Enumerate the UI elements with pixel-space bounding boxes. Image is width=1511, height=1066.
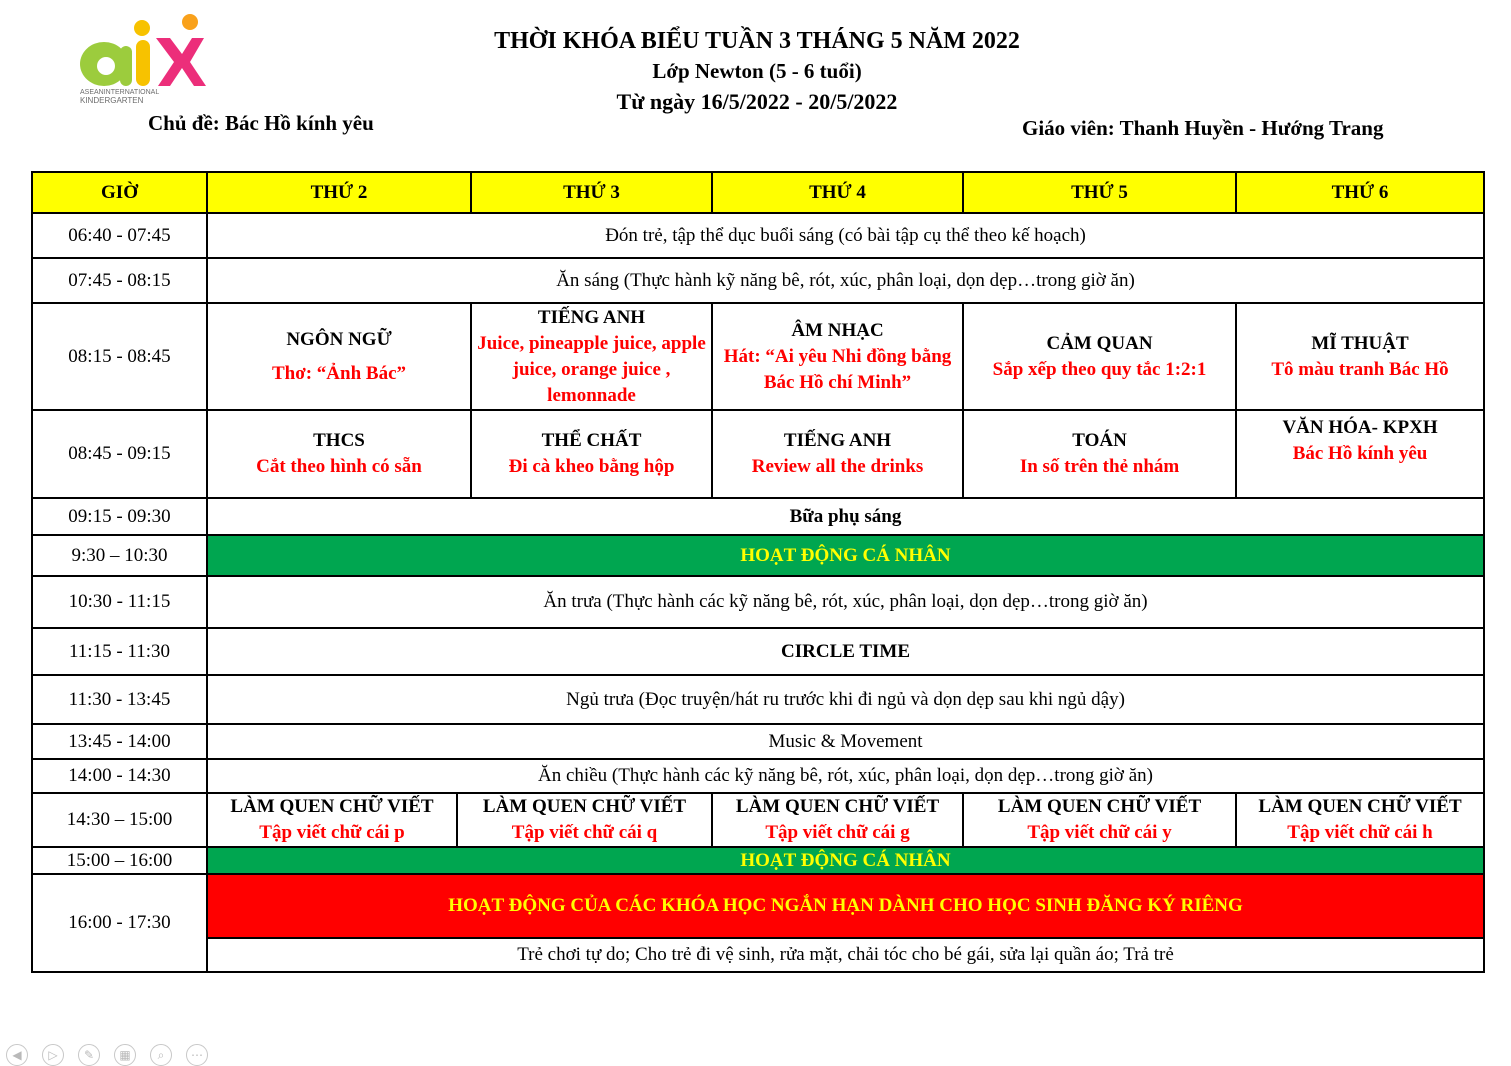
lesson-cell bbox=[207, 303, 471, 410]
lesson-detail: Review all the drinks bbox=[751, 456, 924, 477]
teacher-label: Giáo viên: Thanh Huyền - Hướng Trang bbox=[1022, 116, 1384, 140]
activity-cell: Music & Movement bbox=[207, 724, 1484, 759]
lesson-subject: LÀM QUEN CHỮ VIẾT bbox=[482, 796, 687, 817]
lesson-cell bbox=[471, 303, 712, 410]
activity-cell: Ngủ trưa (Đọc truyện/hát ru trước khi đi ngủ và dọn dẹp sau khi ngủ dậy) bbox=[207, 675, 1484, 724]
lesson-cell bbox=[963, 410, 1236, 498]
time-cell: 11:30 - 13:45 bbox=[32, 675, 207, 724]
logo-graphic bbox=[78, 12, 218, 110]
lesson-detail: Juice, pineapple juice, apple juice, orange juice , lemonnade bbox=[477, 332, 706, 406]
time-cell: 07:45 - 08:15 bbox=[32, 258, 207, 303]
time-cell: 06:40 - 07:45 bbox=[32, 213, 207, 258]
time-cell: 08:45 - 09:15 bbox=[32, 410, 207, 498]
time-cell: 09:15 - 09:30 bbox=[32, 498, 207, 535]
table-row bbox=[32, 675, 1484, 724]
svg-text:ASEANINTERNATIONAL: ASEANINTERNATIONAL bbox=[80, 89, 160, 96]
lesson-subject: NGÔN NGỮ bbox=[286, 328, 392, 350]
lesson-detail: Tập viết chữ cái g bbox=[765, 822, 910, 843]
lesson-subject: MĨ THUẬT bbox=[1311, 332, 1409, 354]
header-day-3: THỨ 3 bbox=[471, 172, 712, 213]
lesson-cell bbox=[471, 410, 712, 498]
lesson-subject: LÀM QUEN CHỮ VIẾT bbox=[735, 796, 940, 817]
header-time: GIỜ bbox=[32, 172, 207, 213]
table-row bbox=[32, 213, 1484, 258]
time-cell: 10:30 - 11:15 bbox=[32, 576, 207, 628]
table-row bbox=[32, 938, 1484, 972]
slideshow-toolbar bbox=[6, 1044, 208, 1064]
lesson-detail: Cắt theo hình có sẵn bbox=[256, 456, 422, 477]
header-day-5: THỨ 5 bbox=[963, 172, 1236, 213]
lesson-subject: LÀM QUEN CHỮ VIẾT bbox=[1258, 796, 1462, 817]
timetable bbox=[31, 171, 1485, 973]
lesson-cell bbox=[712, 410, 963, 498]
back-icon[interactable]: ◀ bbox=[6, 1044, 28, 1066]
table-row bbox=[32, 498, 1484, 535]
theme-label: Chủ đề: Bác Hồ kính yêu bbox=[148, 111, 374, 135]
lesson-detail: Tập viết chữ cái y bbox=[1027, 822, 1172, 843]
activity-cell: HOẠT ĐỘNG CÁ NHÂN bbox=[207, 535, 1484, 576]
class-name: Lớp Newton (5 - 6 tuổi) bbox=[652, 59, 862, 83]
lesson-subject: LÀM QUEN CHỮ VIẾT bbox=[230, 796, 434, 817]
time-cell: 11:15 - 11:30 bbox=[32, 628, 207, 675]
table-row bbox=[32, 303, 1484, 410]
table-row bbox=[32, 576, 1484, 628]
lesson-subject: LÀM QUEN CHỮ VIẾT bbox=[997, 796, 1202, 817]
table-row bbox=[32, 410, 1484, 498]
date-range: Từ ngày 16/5/2022 - 20/5/2022 bbox=[616, 89, 898, 114]
lesson-cell bbox=[712, 303, 963, 410]
school-logo bbox=[78, 12, 218, 110]
page-title: THỜI KHÓA BIỂU TUẦN 3 THÁNG 5 NĂM 2022 bbox=[494, 28, 1020, 54]
activity-cell: Bữa phụ sáng bbox=[207, 498, 1484, 535]
lesson-cell bbox=[457, 793, 712, 847]
slides-icon[interactable]: ▦ bbox=[114, 1044, 136, 1066]
table-row bbox=[32, 628, 1484, 675]
lesson-detail: In số trên thẻ nhám bbox=[1019, 456, 1180, 477]
activity-cell: Đón trẻ, tập thể dục buổi sáng (có bài tập cụ thể theo kế hoạch) bbox=[207, 213, 1484, 258]
activity-cell: HOẠT ĐỘNG CÁ NHÂN bbox=[207, 847, 1484, 874]
lesson-cell bbox=[963, 793, 1236, 847]
table-row bbox=[32, 874, 1484, 938]
table-header-row bbox=[32, 172, 1484, 213]
activity-cell: HOẠT ĐỘNG CỦA CÁC KHÓA HỌC NGẮN HẠN DÀNH CHO HỌC SINH ĐĂNG KÝ RIÊNG bbox=[207, 874, 1484, 938]
time-cell: 13:45 - 14:00 bbox=[32, 724, 207, 759]
lesson-detail: Tập viết chữ cái h bbox=[1287, 822, 1433, 843]
activity-cell: Ăn chiều (Thực hành các kỹ năng bê, rót, xúc, phân loại, dọn dẹp…trong giờ ăn) bbox=[207, 759, 1484, 793]
lesson-cell bbox=[1236, 410, 1484, 498]
header-day-4: THỨ 4 bbox=[712, 172, 963, 213]
lesson-cell bbox=[1236, 793, 1484, 847]
lesson-subject: TOÁN bbox=[1072, 430, 1127, 451]
lesson-detail: Tập viết chữ cái q bbox=[511, 822, 658, 843]
lesson-detail: Hát: “Ai yêu Nhi đồng bằng Bác Hồ chí Minh” bbox=[723, 345, 952, 393]
lesson-detail: Sắp xếp theo quy tắc 1:2:1 bbox=[992, 358, 1207, 380]
table-row bbox=[32, 535, 1484, 576]
svg-text:KINDERGARTEN: KINDERGARTEN bbox=[80, 96, 144, 105]
header-day-2: THỨ 2 bbox=[207, 172, 471, 213]
lesson-cell bbox=[963, 303, 1236, 410]
lesson-subject: ÂM NHẠC bbox=[791, 319, 884, 341]
play-icon[interactable]: ▷ bbox=[42, 1044, 64, 1066]
table-row bbox=[32, 724, 1484, 759]
activity-cell: Trẻ chơi tự do; Cho trẻ đi vệ sinh, rửa mặt, chải tóc cho bé gái, sửa lại quần áo; Trả trẻ bbox=[207, 938, 1484, 972]
more-icon[interactable]: ⋯ bbox=[186, 1044, 208, 1066]
lesson-detail: Tập viết chữ cái p bbox=[259, 822, 405, 843]
table-row bbox=[32, 847, 1484, 874]
lesson-subject: CẢM QUAN bbox=[1046, 332, 1153, 354]
lesson-subject: TIẾNG ANH bbox=[537, 306, 646, 328]
time-cell: 14:30 – 15:00 bbox=[32, 793, 207, 847]
lesson-subject: TIẾNG ANH bbox=[783, 430, 892, 451]
pen-icon[interactable]: ✎ bbox=[78, 1044, 100, 1066]
time-cell: 14:00 - 14:30 bbox=[32, 759, 207, 793]
time-cell: 15:00 – 16:00 bbox=[32, 847, 207, 874]
zoom-icon[interactable]: ⌕ bbox=[150, 1044, 172, 1066]
time-cell: 9:30 – 10:30 bbox=[32, 535, 207, 576]
lesson-cell bbox=[712, 793, 963, 847]
activity-cell: CIRCLE TIME bbox=[207, 628, 1484, 675]
lesson-cell bbox=[207, 410, 471, 498]
table-row bbox=[32, 759, 1484, 793]
activity-cell: Ăn trưa (Thực hành các kỹ năng bê, rót, xúc, phân loại, dọn dẹp…trong giờ ăn) bbox=[207, 576, 1484, 628]
lesson-detail: Tô màu tranh Bác Hồ bbox=[1271, 358, 1449, 380]
lesson-detail: Thơ: “Ảnh Bác” bbox=[271, 362, 407, 384]
lesson-subject: VĂN HÓA- KPXH bbox=[1282, 417, 1438, 438]
time-cell: 16:00 - 17:30 bbox=[32, 874, 207, 972]
lesson-subject: THCS bbox=[313, 430, 365, 451]
lesson-subject: THỂ CHẤT bbox=[541, 430, 642, 451]
activity-cell: Ăn sáng (Thực hành kỹ năng bê, rót, xúc, phân loại, dọn dẹp…trong giờ ăn) bbox=[207, 258, 1484, 303]
table-row bbox=[32, 793, 1484, 847]
lesson-cell bbox=[1236, 303, 1484, 410]
header-day-6: THỨ 6 bbox=[1236, 172, 1484, 213]
time-cell: 08:15 - 08:45 bbox=[32, 303, 207, 410]
lesson-detail: Đi cà kheo bằng hộp bbox=[508, 456, 675, 477]
table-row bbox=[32, 258, 1484, 303]
lesson-cell bbox=[207, 793, 457, 847]
lesson-detail: Bác Hồ kính yêu bbox=[1292, 443, 1428, 464]
